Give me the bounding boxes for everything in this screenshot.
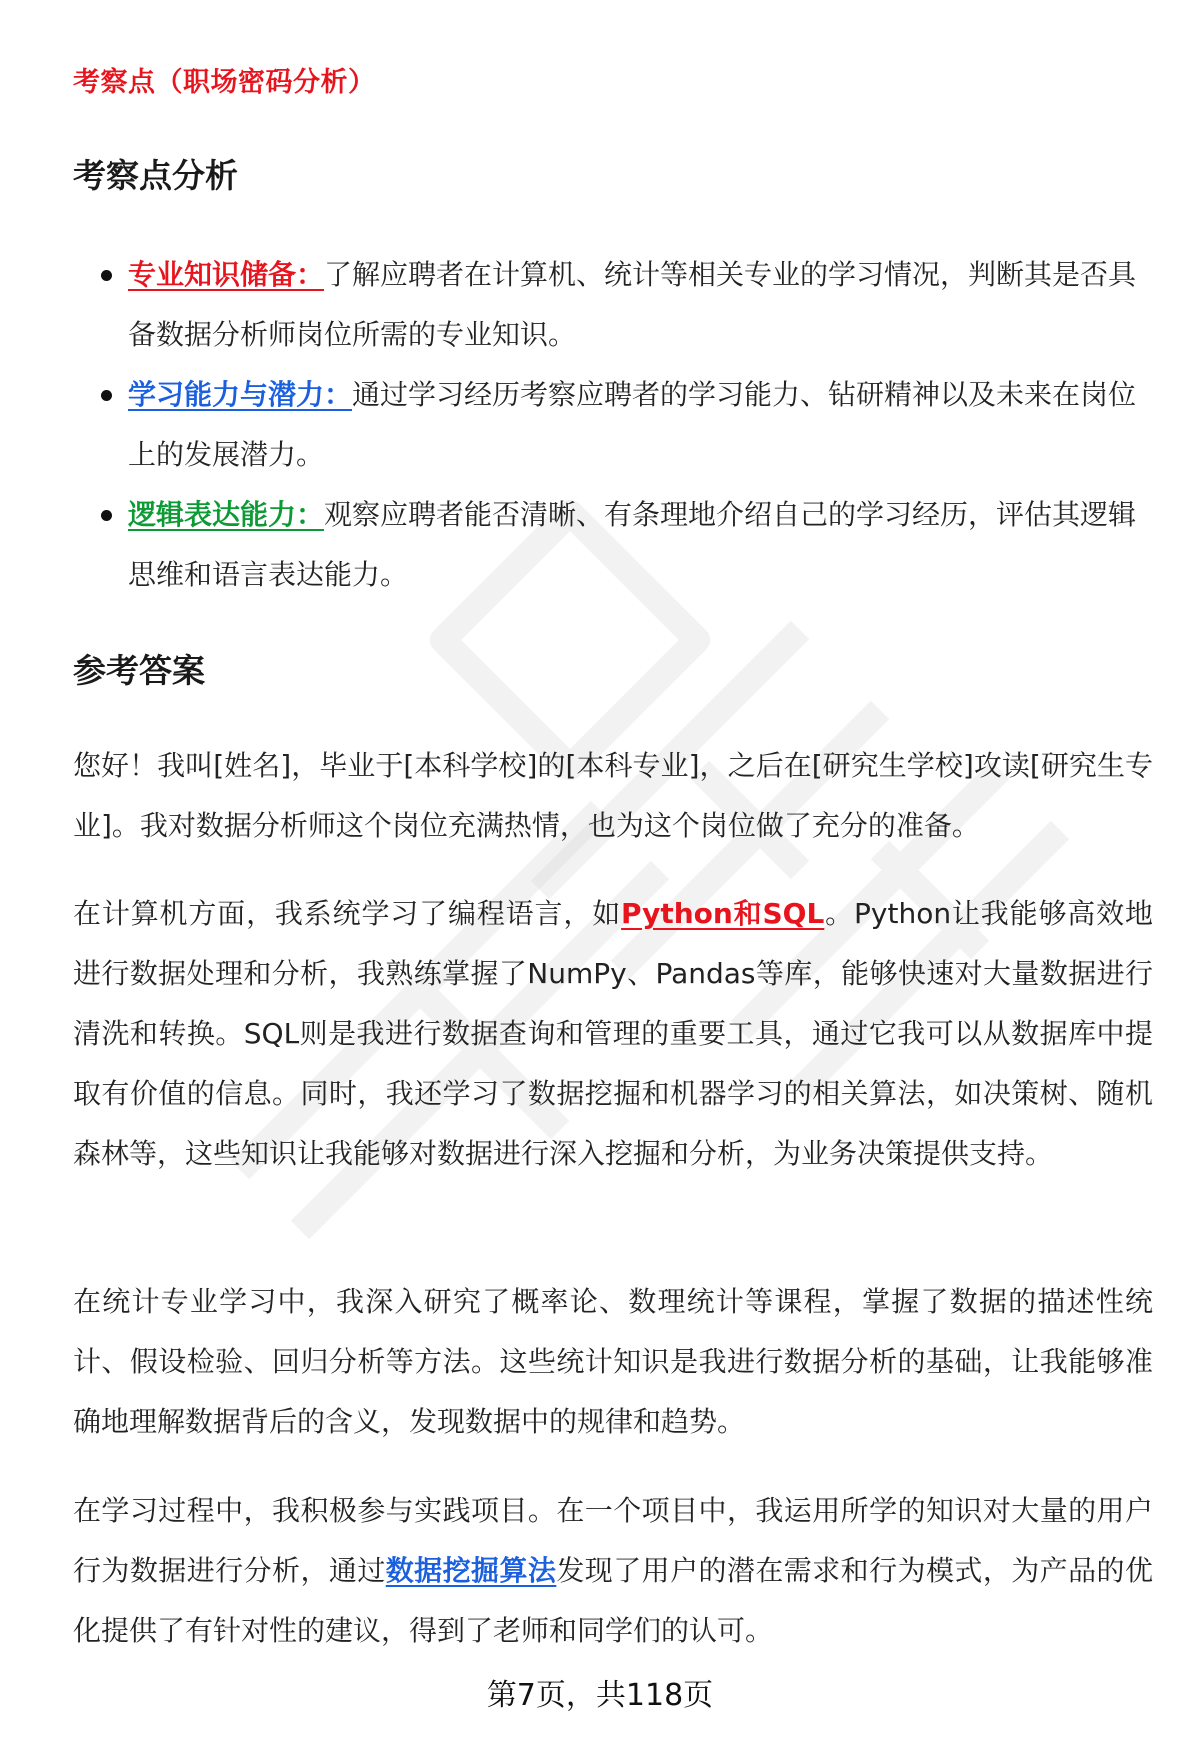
list-item <box>73 245 1153 365</box>
answer-paragraph-computer <box>73 884 1153 1184</box>
page-number: 第7页，共118页 <box>486 1678 714 1713</box>
paragraph-text: 。Python让我能够高效地进行数据处理和分析，我熟练掌握了NumPy、Pandas等库，能够快速对大量数据进行清洗和转换。SQL则是我进行数据查询和管理的重要工具，通过它我可以从数据库中提取有价值的信息。同时，我还学习了数据挖掘和机器学习的相关算法，如决策树、随机森林等，这些知识让我能够对数据进行深入挖掘和分析，为业务决策提供支持。 <box>73 897 1153 1170</box>
list-item <box>73 365 1153 485</box>
keyword-learning-ability: 学习能力与潜力： <box>128 378 353 411</box>
paragraph-text: 在学习过程中，我积极参与实践项目。在一个项目中，我运用所学的知识对大量的用户行为数据进行分析，通过 <box>73 1494 1153 1587</box>
item-text: 了解应聘者在计算机、统计等相关专业的学习情况，判断其是否具备数据分析师岗位所需的专业知识。 <box>128 258 1137 351</box>
paragraph-text: 发现了用户的潜在需求和行为模式，为产品的优化提供了有针对性的建议，得到了老师和同学们的认可。 <box>73 1554 1153 1647</box>
highlight-data-mining: 数据挖掘算法 <box>385 1554 557 1587</box>
answer-paragraph-intro: 您好！我叫[姓名]，毕业于[本科学校]的[本科专业]，之后在[研究生学校]攻读[研究生专业]。我对数据分析师这个岗位充满热情，也为这个岗位做了充分的准备。 <box>73 749 1153 842</box>
bullet-icon <box>101 390 112 401</box>
bullet-icon <box>101 270 112 281</box>
item-text: 通过学习经历考察应聘者的学习能力、钻研精神以及未来在岗位上的发展潜力。 <box>128 378 1137 471</box>
answer-heading: 参考答案 <box>73 651 205 690</box>
section-tag: 考察点（职场密码分析） <box>73 67 376 98</box>
list-item <box>73 485 1153 605</box>
paragraph-text: 在计算机方面，我系统学习了编程语言，如 <box>73 897 622 930</box>
keyword-logical-expression: 逻辑表达能力： <box>128 498 325 531</box>
bullet-icon <box>101 510 112 521</box>
analysis-heading: 考察点分析 <box>73 156 238 195</box>
analysis-list <box>73 245 1153 605</box>
keyword-professional-knowledge: 专业知识储备： <box>128 258 325 291</box>
item-text: 观察应聘者能否清晰、有条理地介绍自己的学习经历，评估其逻辑思维和语言表达能力。 <box>128 498 1137 591</box>
highlight-python-sql: Python和SQL <box>621 897 825 930</box>
answer-paragraph-statistics: 在统计专业学习中，我深入研究了概率论、数理统计等课程，掌握了数据的描述性统计、假设检验、回归分析等方法。这些统计知识是我进行数据分析的基础，让我能够准确地理解数据背后的含义，发现数据中的规律和趋势。 <box>73 1285 1153 1438</box>
answer-paragraph-project <box>73 1481 1153 1661</box>
